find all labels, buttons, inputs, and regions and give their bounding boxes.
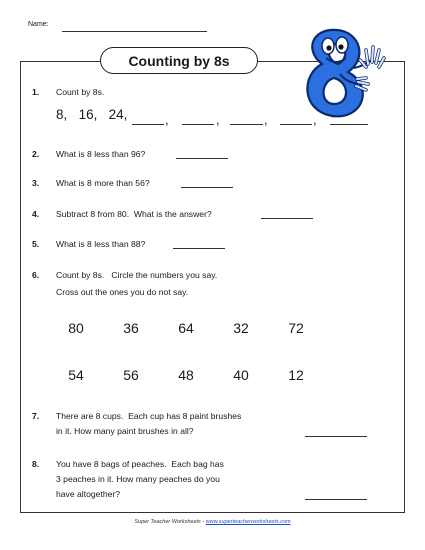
sequence-value: 24, [108, 107, 128, 122]
smiling-number-eight-icon [282, 20, 392, 125]
number-choice[interactable]: 72 [288, 320, 304, 336]
number-choice[interactable]: 32 [233, 320, 249, 336]
question-text: Count by 8s. [56, 87, 105, 97]
question-text: What is 8 more than 56? [56, 178, 150, 188]
footer [0, 519, 425, 525]
question-text: What is 8 less than 88? [56, 239, 146, 249]
question-number: 4. [32, 209, 40, 219]
question-text: What is 8 less than 96? [56, 149, 146, 159]
number-row-1 [56, 320, 316, 336]
question-text-line-1: You have 8 bags of peaches. Each bag has [56, 459, 224, 469]
number-row-2 [56, 367, 316, 383]
number-choice[interactable]: 56 [123, 367, 139, 383]
answer-blank[interactable] [261, 218, 313, 219]
name-label: Name: [28, 21, 49, 28]
question-number: 3. [32, 178, 40, 188]
question-number: 5. [32, 239, 40, 249]
question-text-line-2: Cross out the ones you do not say. [56, 287, 189, 297]
worksheet-title-text: Counting by 8s [128, 52, 230, 69]
number-choice[interactable]: 80 [68, 320, 84, 336]
footer-text: Super Teacher Worksheets - [134, 519, 206, 525]
count-sequence [56, 107, 127, 122]
question-text-line-2: 3 peaches in it. How many peaches do you [56, 474, 220, 484]
number-choice[interactable]: 48 [178, 367, 194, 383]
name-input-line[interactable] [62, 31, 207, 32]
question-number: 7. [32, 411, 40, 421]
footer-link[interactable]: www.superteacherworksheets.com [205, 519, 291, 525]
number-choice[interactable]: 12 [288, 367, 304, 383]
question-text-line-3: have altogether? [56, 489, 121, 499]
sequence-value: 8, [56, 107, 68, 122]
question-number: 6. [32, 270, 40, 280]
question-text-line-1: Count by 8s. Circle the numbers you say. [56, 270, 218, 280]
question-text-line-2: in it. How many paint brushes in all? [56, 426, 194, 436]
question-text-line-1: There are 8 cups. Each cup has 8 paint brushes [56, 411, 242, 421]
worksheet-title [100, 47, 258, 74]
answer-blank[interactable] [176, 158, 228, 159]
number-choice[interactable]: 64 [178, 320, 194, 336]
sequence-value: 16, [78, 107, 98, 122]
question-text: Subtract 8 from 80. What is the answer? [56, 209, 212, 219]
answer-blank[interactable] [305, 499, 367, 500]
number-choice[interactable]: 54 [68, 367, 84, 383]
sequence-blank[interactable] [330, 124, 368, 125]
number-choice[interactable]: 40 [233, 367, 249, 383]
question-number: 8. [32, 459, 40, 469]
number-choice[interactable]: 36 [123, 320, 139, 336]
sequence-blank[interactable] [230, 124, 263, 125]
question-number: 1. [32, 87, 40, 97]
answer-blank[interactable] [305, 436, 367, 437]
question-number: 2. [32, 149, 40, 159]
answer-blank[interactable] [181, 187, 233, 188]
sequence-blank[interactable] [280, 124, 312, 125]
sequence-blank[interactable] [182, 124, 214, 125]
answer-blank[interactable] [173, 248, 225, 249]
sequence-blank[interactable] [132, 124, 164, 125]
